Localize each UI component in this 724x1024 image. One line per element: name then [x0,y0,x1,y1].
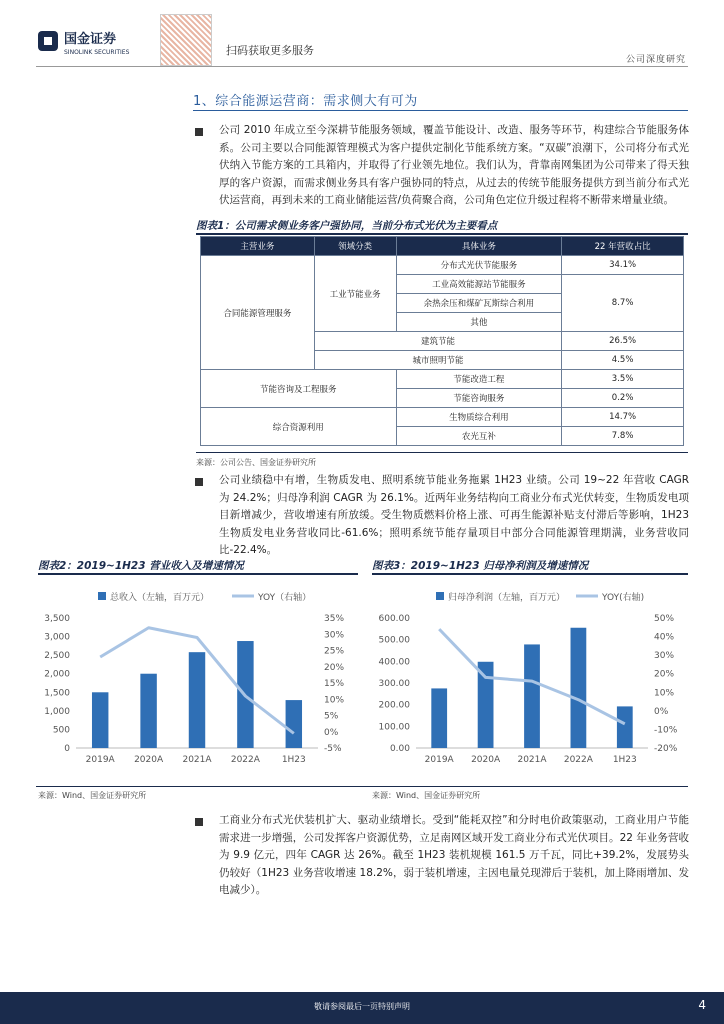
table-cell: 7.8% [562,427,684,446]
table-row [201,256,684,275]
right-axis-tick: -5% [324,744,342,754]
x-axis-tick: 2019A [424,755,454,765]
right-axis-tick: 40% [654,632,675,643]
table-header: 主营业务 [201,237,315,256]
table-cell: 综合资源利用 [201,408,397,446]
table-cell: 节能咨询及工程服务 [201,370,397,408]
chart2-source: 来源：Wind、国金证券研究所 [372,791,481,800]
revenue-chart [36,580,360,780]
left-axis-tick: 400.00 [378,657,410,668]
table-cell: 0.2% [562,389,684,408]
table-cell: 城市照明节能 [314,351,561,370]
left-axis-tick: 200.00 [378,700,410,711]
table-cell: 26.5% [562,332,684,351]
table1-title-rule [196,233,688,235]
x-axis-tick: 1H23 [612,755,637,765]
bullet-icon [195,818,203,826]
right-axis-tick: 35% [324,614,345,624]
x-axis-tick: 2020A [134,755,164,765]
bar [431,688,447,748]
profit-chart [370,580,690,780]
right-axis-tick: 0% [324,727,339,738]
table-cell: 4.5% [562,351,684,370]
table1-bottom-rule [196,452,688,453]
paragraph-3: 工商业分布式光伏装机扩大、驱动业绩增长。受到“能耗双控”和分时电价政策驱动，工商业用户节能需求进一步增强，公司发挥客户资源优势，立足南网区域开发工商业分布式光伏项目。22 年业务营收为 9.9 亿元，四年 CAGR 达 26%。截至 1H23 装机规模 161.5 万千瓦，同比+39.2%，发展势头仍较好（1H23 业务营收增速 18.2%，弱于装机增速，主因电量兑现滞后于装机，加上降雨增加、发电减少）。 [219,814,689,896]
business-table [200,236,684,446]
qr-code[interactable] [160,14,212,66]
table-cell: 农光互补 [396,427,562,446]
section-title: 1、综合能源运营商：需求侧大有可为 [193,94,418,109]
table-cell: 建筑节能 [314,332,561,351]
table-cell: 生物质综合利用 [396,408,562,427]
table-cell: 工业节能业务 [314,256,396,332]
x-axis-tick: 2021A [182,755,212,765]
right-axis-tick: 50% [654,614,675,624]
legend-line-label: YOY(右轴) [602,593,645,603]
right-axis-tick: 20% [654,669,675,680]
brand-logo [36,28,146,58]
left-axis-tick: 2,500 [44,651,70,662]
bullet-icon [195,128,203,136]
chart2-title-rule [372,573,688,575]
bar [189,652,205,748]
left-axis-tick: 0 [64,744,70,754]
right-axis-tick: 5% [324,711,339,722]
bar [286,700,302,748]
footer-disclaimer[interactable]: 敬请参阅最后一页特别声明 [314,1002,410,1011]
left-axis-tick: 3,000 [44,632,70,643]
table1-source: 来源：公司公告、国金证券研究所 [196,458,316,467]
doc-type: 公司深度研究 [625,55,686,65]
page-number: 4 [698,998,706,1012]
left-axis-tick: 2,000 [44,669,70,680]
right-axis-tick: 25% [324,646,345,657]
brand-en: SINOLINK SECURITIES [64,49,130,56]
bar [571,628,587,748]
left-axis-tick: 0.00 [389,744,410,754]
paragraph-1: 公司 2010 年成立至今深耕节能服务领域，覆盖节能设计、改造、服务等环节，构建综合节能服务体系。公司主要以合同能源管理模式为客户提供定制化节能系统方案。“双碳”浪潮下，公司将分布式光伏纳入节能方案的工具箱内，并取得了行业领先地位。我们认为，背靠南网集团为公司带来了得天独厚的客户资源，而需求侧业务具有客户强协同的特点，从过去的传统节能服务提供方到当前分布式光伏运营商，再到未来的工商业储能运营/负荷聚合商，公司角色定位升级过程将不断带来增量业绩。 [219,124,689,206]
left-axis-tick: 300.00 [378,679,410,689]
table-header: 具体业务 [396,237,562,256]
header-divider [36,66,688,67]
left-axis-tick: 1,000 [44,706,70,717]
table-header: 22 年营收占比 [562,237,684,256]
x-axis-tick: 2019A [85,755,115,765]
table-header: 领域分类 [314,237,396,256]
table-cell: 分布式光伏节能服务 [396,256,562,275]
right-axis-tick: -20% [654,744,678,754]
right-axis-tick: 10% [654,688,675,699]
table-cell: 34.1% [562,256,684,275]
bar [92,692,108,748]
x-axis-tick: 2021A [517,755,547,765]
charts-bottom-rule [36,786,688,787]
logo-icon [36,28,146,58]
table-row [201,408,684,427]
bar [478,662,494,748]
qr-caption: 扫码获取更多服务 [226,44,314,57]
right-axis-tick: 30% [324,630,345,641]
table-cell: 节能改造工程 [396,370,562,389]
table-header-row [201,237,684,256]
x-axis-tick: 2022A [563,755,593,765]
table-cell: 合同能源管理服务 [201,256,315,370]
paragraph-2: 公司业绩稳中有增，生物质发电、照明系统节能业务拖累 1H23 业绩。公司 19~22 年营收 CAGR 为 24.2%；归母净利润 CAGR 为 26.1%。近两年业务结构向工商业分布式光伏转变，生物质发电项目新增减少，营收增速有所放缓。受生物质燃料价格上涨、可再生能源补贴支付滞后等影响，1H23 生物质发电业务营收同比-61.6%；照明系统节能存量项目中部分合同能源管理期满，业务营收同比-22.4%。 [219,474,689,556]
right-axis-tick: 10% [324,695,345,706]
right-axis-tick: -10% [654,725,678,736]
chart1-title-rule [38,573,358,575]
legend-bar-label: 总收入（左轴，百万元） [110,593,210,603]
chart2-title: 图表3：2019~1H23 归母净利润及增速情况 [372,560,589,572]
left-axis-tick: 3,500 [44,614,70,624]
bar [524,644,540,748]
table-cell: 8.7% [562,275,684,332]
legend-bar-label: 归母净利润（左轴，百万元） [448,593,566,603]
x-axis-tick: 1H23 [281,755,306,765]
bullet-icon [195,478,203,486]
left-axis-tick: 500.00 [378,635,410,646]
left-axis-tick: 1,500 [44,688,70,699]
chart1-source: 来源：Wind、国金证券研究所 [38,791,147,800]
bar [617,706,633,748]
x-axis-tick: 2022A [230,755,260,765]
legend-bar-swatch [436,592,444,600]
section-divider [193,110,688,111]
table-cell: 工业高效能源站节能服务 [396,275,562,294]
x-axis-tick: 2020A [471,755,501,765]
right-axis-tick: 0% [654,706,669,717]
table-cell: 其他 [396,313,562,332]
bar [140,674,156,748]
chart1-title: 图表2：2019~1H23 营业收入及增速情况 [38,560,244,572]
table-cell: 节能咨询服务 [396,389,562,408]
table-cell: 14.7% [562,408,684,427]
left-axis-tick: 500 [52,725,70,736]
right-axis-tick: 30% [654,651,675,662]
legend-line-label: YOY（右轴） [258,593,312,603]
table1-title: 图表1：公司需求侧业务客户强协同，当前分布式光伏为主要看点 [196,220,498,232]
brand-cn: 国金证券 [64,32,117,47]
left-axis-tick: 100.00 [378,722,410,733]
table-cell: 3.5% [562,370,684,389]
right-axis-tick: 15% [324,679,345,689]
left-axis-tick: 600.00 [378,614,410,624]
right-axis-tick: 20% [324,662,345,673]
table-cell: 余热余压和煤矿瓦斯综合利用 [396,294,562,313]
legend-bar-swatch [98,592,106,600]
table-row [201,370,684,389]
